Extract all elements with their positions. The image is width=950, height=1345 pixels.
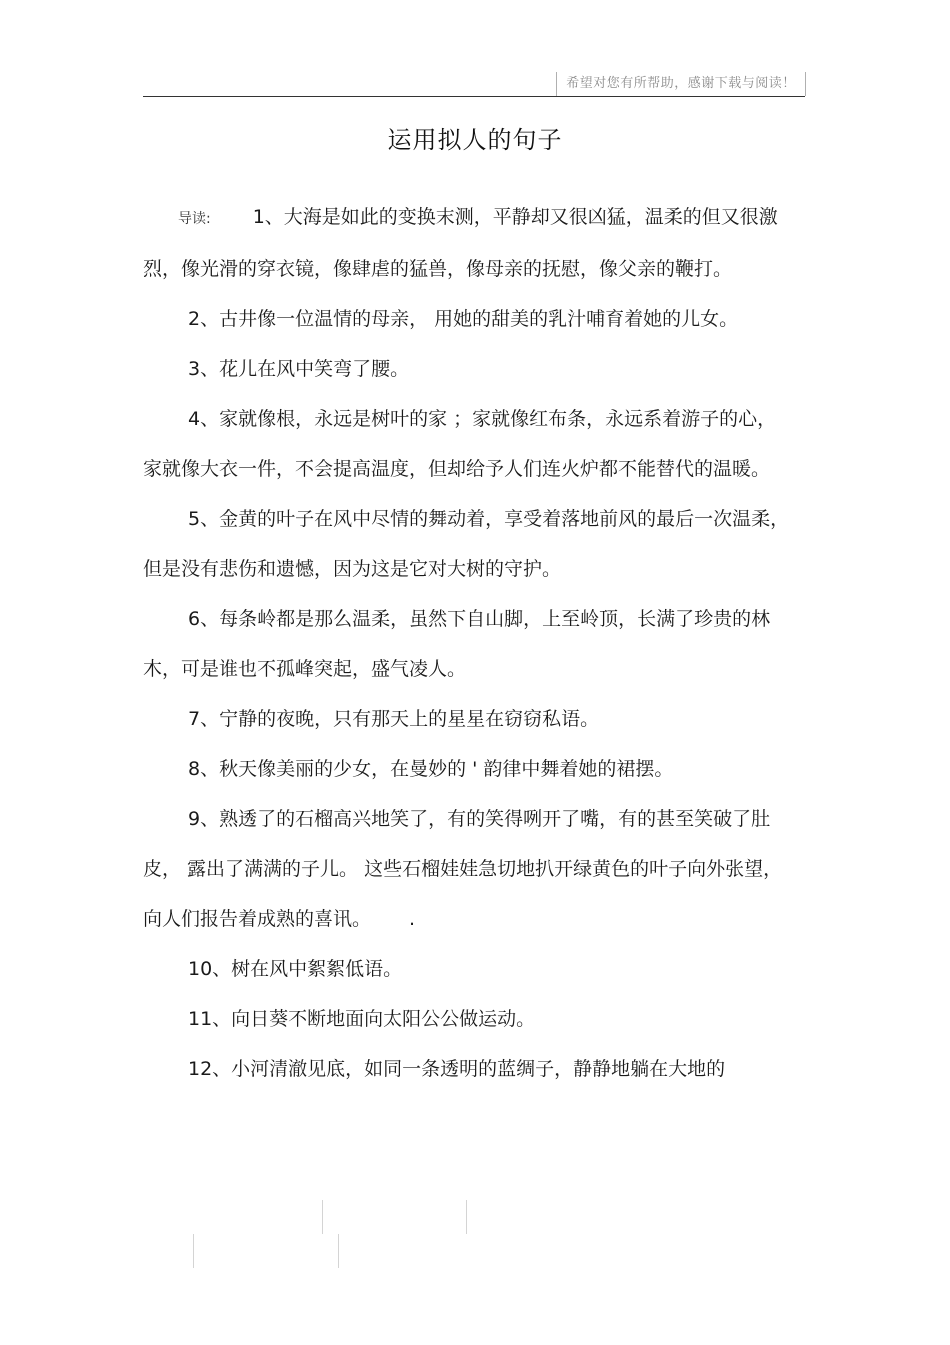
header-note: 希望对您有所帮助，感谢下载与阅读！ <box>556 72 806 96</box>
paragraph-8: 8、秋天像美丽的少女，在曼妙的 ' 韵律中舞着她的裙摆。 <box>188 758 674 780</box>
paragraph-9 <box>143 794 793 944</box>
paragraph-3: 3、花儿在风中笑弯了腰。 <box>188 358 410 380</box>
paragraph-1 <box>143 192 793 294</box>
paragraph-4: 4、家就像根，永远是树叶的家 ；家就像红布条，永远系着游子的心，家就像大衣一件，不会提高温度，但却给予人们连火炉都不能替代的温暖。 <box>143 408 777 480</box>
document-body <box>143 192 793 1094</box>
scan-artifact-line <box>338 1234 339 1268</box>
scan-artifact-line <box>322 1200 323 1234</box>
header-divider <box>143 96 805 97</box>
paragraph-11: 11、向日葵不断地面向太阳公公做运动。 <box>188 1008 536 1030</box>
paragraph-5: 5、金黄的叶子在风中尽情的舞动着，享受着落地前风的最后一次温柔，但是没有悲伤和遗憾，因为这是它对大树的守护。 <box>143 508 790 580</box>
paragraph-1-text: 1、大海是如此的变换末测，平静却又很凶猛，温柔的但又很激烈，像光滑的穿衣镜，像肆虐的猛兽，像母亲的抚慰，像父亲的鞭打。 <box>143 206 778 280</box>
paragraph-9-text: 9、熟透了的石榴高兴地笑了，有的笑得咧开了嘴，有的甚至笑破了肚皮， 露出了满满的子儿。 这些石榴娃娃急切地扒开绿黄色的叶子向外张望，向人们报告着成熟的喜讯。 <box>143 808 783 930</box>
trailing-mark: . <box>409 908 416 930</box>
lead-label: 导读: <box>178 211 211 227</box>
scan-artifact-line <box>466 1200 467 1234</box>
paragraph-12: 12、小河清澈见底，如同一条透明的蓝绸子，静静地躺在大地的 <box>188 1058 726 1080</box>
scan-artifact-line <box>193 1234 194 1268</box>
paragraph-7: 7、宁静的夜晚，只有那天上的星星在窃窃私语。 <box>188 708 600 730</box>
paragraph-10: 10、树在风中絮絮低语。 <box>188 958 403 980</box>
paragraph-6: 6、每条岭都是那么温柔，虽然下自山脚，上至岭顶，长满了珍贵的林木，可是谁也不孤峰突起，盛气凌人。 <box>143 608 771 680</box>
paragraph-2: 2、古井像一位温情的母亲， 用她的甜美的乳汁哺育着她的儿女。 <box>188 308 739 330</box>
document-title: 运用拟人的句子 <box>387 126 563 154</box>
